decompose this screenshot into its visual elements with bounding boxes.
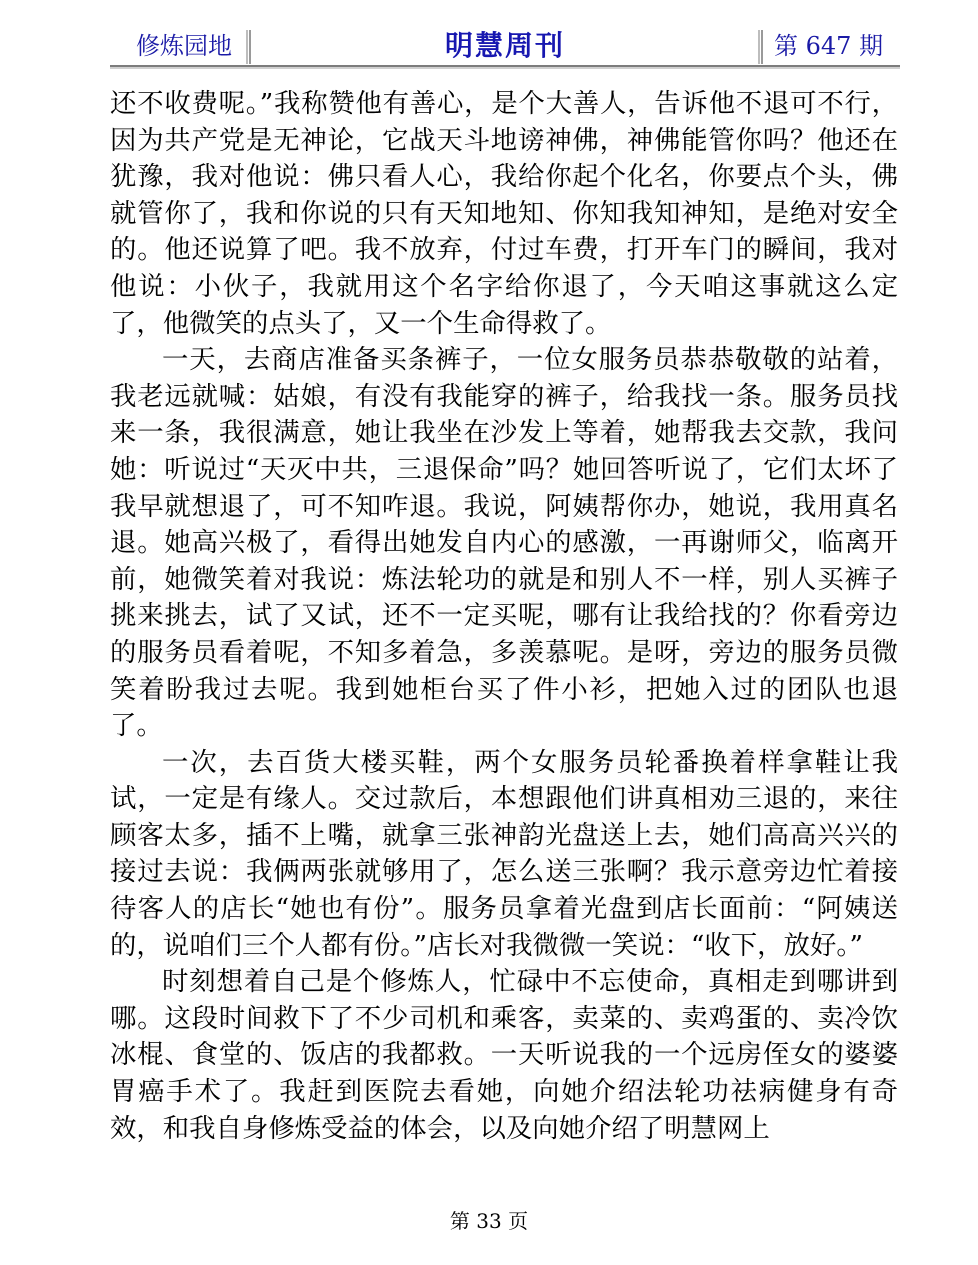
publication-title: 明慧周刊	[444, 29, 565, 62]
section-name: 修炼园地	[136, 32, 232, 60]
header-rule	[110, 65, 900, 69]
page-number: 第 33 页	[449, 1209, 529, 1233]
paragraph: 一天，去商店准备买条裤子，一位女服务员恭恭敬敬的站着，我老远就喊：姑娘，有没有我能穿的裤子，给我找一条。服务员找来一条，我很满意，她让我坐在沙发上等着，她帮我去交款，我问她：听说过“天灭中共，三退保命”吗？她回答听说了，它们太坏了我早就想退了，可不知咋退。我说，阿姨帮你办，她说，我用真名退。她高兴极了，看得出她发自内心的感激，一再谢师父，临离开前，她微笑着对我说：炼法轮功的就是和别人不一样，别人买裤子挑来挑去，试了又试，还不一定买呢，哪有让我给找的？你看旁边的服务员看着呢，不知多着急，多羡慕呢。是呀，旁边的服务员微笑着盼我过去呢。我到她柜台买了件小衫，把她入过的团队也退了。	[110, 344, 898, 742]
page-header	[110, 24, 900, 68]
paragraph: 还不收费呢。”我称赞他有善心，是个大善人，告诉他不退可不行，因为共产党是无神论，它战天斗地谤神佛，神佛能管你吗？他还在犹豫，我对他说：佛只看人心，我给你起个化名，你要点个头，佛就管你了，我和你说的只有天知地知、你知我知神知，是绝对安全的。他还说算了吧。我不放弃，付过车费，打开车门的瞬间，我对他说：小伙子，我就用这个名字给你退了，今天咱这事就这么定了，他微笑的点头了，又一个生命得救了。	[110, 88, 898, 339]
paragraph: 时刻想着自己是个修炼人，忙碌中不忘使命，真相走到哪讲到哪。这段时间救下了不少司机和乘客，卖菜的、卖鸡蛋的、卖冷饮冰棍、食堂的、饭店的我都救。一天听说我的一个远房侄女的婆婆胃癌手术了。我赶到医院去看她，向她介绍法轮功祛病健身有奇效，和我自身修炼受益的体会，以及向她介绍了明慧网上	[110, 966, 898, 1144]
issue-number: 第 647 期	[774, 32, 884, 60]
header-divider-right	[758, 30, 763, 64]
paragraph: 一次，去百货大楼买鞋，两个女服务员轮番换着样拿鞋让我试，一定是有缘人。交过款后，本想跟他们讲真相劝三退的，来往顾客太多，插不上嘴，就拿三张神韵光盘送上去，她们高高兴兴的接过去说：我俩两张就够用了，怎么送三张啊？我示意旁边忙着接待客人的店长“她也有份”。服务员拿着光盘到店长面前：“阿姨送的，说咱们三个人都有份。”店长对我微微一笑说：“收下，放好。”	[110, 746, 898, 961]
article-body	[110, 86, 898, 1147]
